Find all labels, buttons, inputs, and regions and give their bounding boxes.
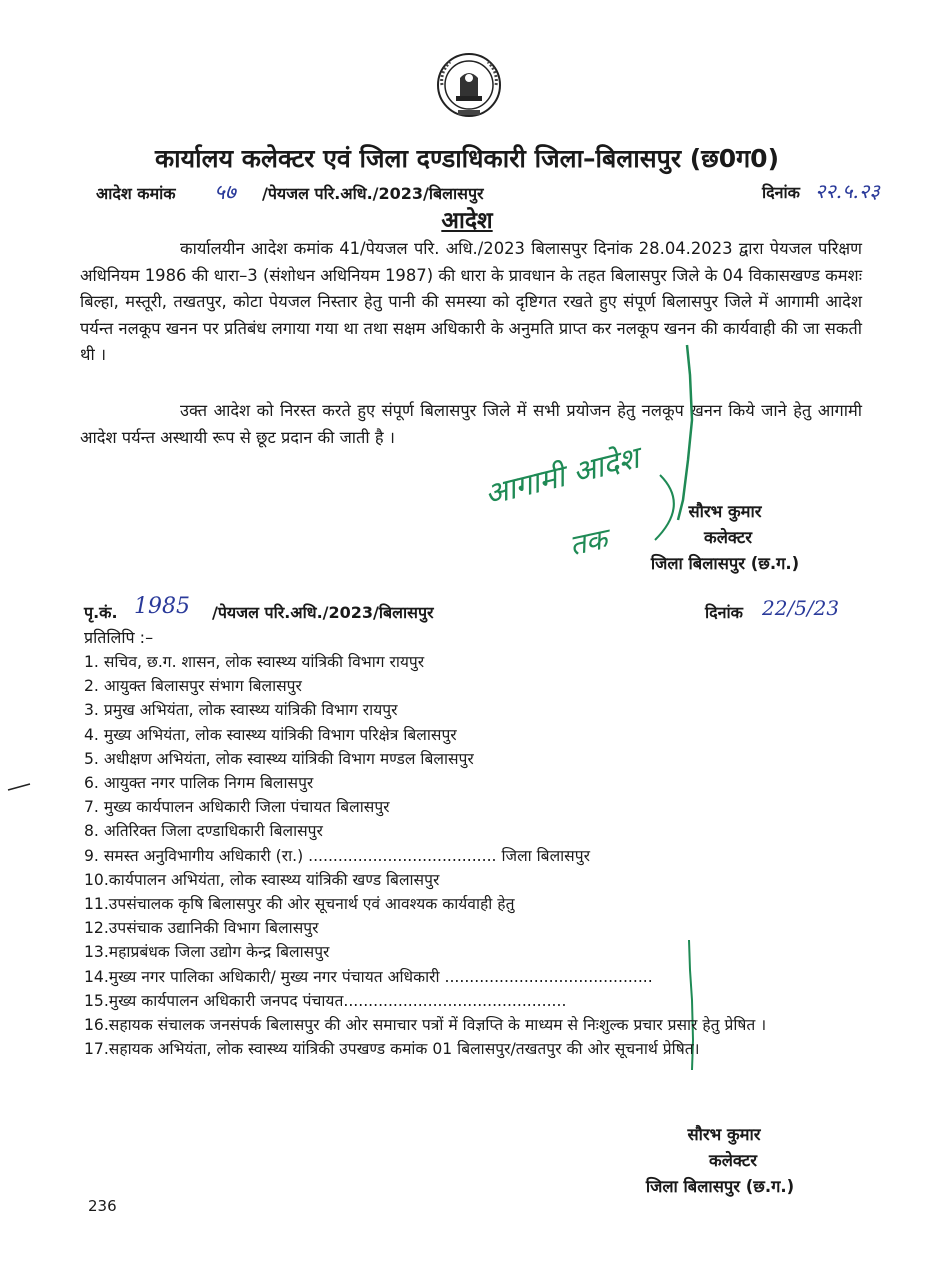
list-item: 7. मुख्य कार्यपालन अधिकारी जिला पंचायत बिलासपुर xyxy=(84,798,390,817)
list-item: 6. आयुक्त नगर पालिक निगम बिलासपुर xyxy=(84,774,314,793)
order-paragraph-1: कार्यालयीन आदेश कमांक 41/पेयजल परि. अधि./2023 बिलासपुर दिनांक 28.04.2023 द्वारा पेयजल परिक्षण अधिनियम 1986 की धारा–3 (संशोधन अधिनियम 1987) की धारा के प्रावधान के तहत बिलासपुर जिले के 04 विकासखण्ड कमशः बिल्हा, मस्तूरी, तखतपुर, कोटा पेयजल निस्तार हेतु पानी की समस्या को दृष्टिगत रखते हुए संपूर्ण बिलासपुर जिले में आगामी आदेश पर्यन्त नलकूप खनन पर प्रतिबंध लगाया गया था तथा सक्षम अधिकारी के अनुमति प्राप्त कर नलकूप खनन की कार्यवाही की जा सकती थी । xyxy=(80,239,862,364)
signatory-place: जिला बिलासपुर (छ.ग.) xyxy=(650,554,800,573)
signatory-name: सौरभ कुमार xyxy=(687,1125,761,1144)
order-date-label: दिनांक xyxy=(762,183,800,202)
order-heading: आदेश xyxy=(441,208,493,234)
signatory-designation: कलेक्टर xyxy=(709,1151,757,1170)
handwritten-note-line2: तक xyxy=(566,522,611,563)
signatory-name: सौरभ कुमार xyxy=(688,502,762,521)
list-item: 16.सहायक संचालक जनसंपर्क बिलासपुर की ओर समाचार पत्रों में विज्ञप्ति के माध्यम से निःशुल्क प्रचार प्रसार हेतु प्रेषित । xyxy=(84,1016,767,1035)
order-paragraph-2: उक्त आदेश को निरस्त करते हुए संपूर्ण बिलासपुर जिले में सभी प्रयोजन हेतु नलकूप खनन किये जाने हेतु आगामी आदेश पर्यन्त अस्थायी रूप से छूट प्रदान की जाती है । xyxy=(80,401,862,447)
order-reference: /पेयजल परि.अधि./2023/बिलासपुर xyxy=(262,184,484,203)
endorsement-number-handwritten: 1985 xyxy=(134,594,190,619)
list-item: 11.उपसंचालक कृषि बिलासपुर की ओर सूचनार्थ एवं आवश्यक कार्यवाही हेतु xyxy=(84,895,515,914)
copy-to-label: प्रतिलिपि :– xyxy=(84,628,154,647)
endorsement-ref-label: पृ.कं. xyxy=(84,603,118,622)
state-emblem xyxy=(436,52,502,122)
handwritten-note-line1: आगामी आदेश xyxy=(481,440,643,513)
office-title: कार्यालय कलेक्टर एवं जिला दण्डाधिकारी जिला–बिलासपुर (छ0ग0) xyxy=(154,144,779,173)
page-number: 236 xyxy=(88,1197,117,1215)
list-item: 8. अतिरिक्त जिला दण्डाधिकारी बिलासपुर xyxy=(84,822,323,841)
list-item: 4. मुख्य अभियंता, लोक स्वास्थ्य यांत्रिकी विभाग परिक्षेत्र बिलासपुर xyxy=(84,725,457,744)
list-item: 2. आयुक्त बिलासपुर संभाग बिलासपुर xyxy=(84,677,302,696)
endorsement-date-label: दिनांक xyxy=(705,603,743,622)
list-item: 17.सहायक अभियंता, लोक स्वास्थ्य यांत्रिकी उपखण्ड कमांक 01 बिलासपुर/तखतपुर की ओर सूचनार्थ प्रेषित। xyxy=(84,1040,700,1059)
signature-block-2 xyxy=(590,1122,840,1200)
list-item: 12.उपसंचाक उद्यानिकी विभाग बिलासपुर xyxy=(84,919,319,938)
order-label: आदेश कमांक xyxy=(96,184,176,203)
copy-list xyxy=(84,650,864,1061)
endorsement-reference: /पेयजल परि.अधि./2023/बिलासपुर xyxy=(212,603,434,622)
list-item: 1. सचिव, छ.ग. शासन, लोक स्वास्थ्य यांत्रिकी विभाग रायपुर xyxy=(84,653,425,671)
list-item: 13.महाप्रबंधक जिला उद्योग केन्द्र बिलासपुर xyxy=(84,943,330,962)
list-item: 3. प्रमुख अभियंता, लोक स्वास्थ्य यांत्रिकी विभाग रायपुर xyxy=(84,701,398,720)
list-item: 14.मुख्य नगर पालिका अधिकारी/ मुख्य नगर पंचायत अधिकारी .......................................... xyxy=(84,967,653,986)
list-item: 15.मुख्य कार्यपालन अधिकारी जनपद पंचायत............................................. xyxy=(84,991,567,1010)
signature-block-1 xyxy=(585,499,835,577)
signatory-designation: कलेक्टर xyxy=(704,528,752,547)
endorsement-date-handwritten: 22/5/23 xyxy=(762,596,840,620)
list-item: 5. अधीक्षण अभियंता, लोक स्वास्थ्य यांत्रिकी विभाग मण्डल बिलासपुर xyxy=(84,749,474,768)
signatory-place: जिला बिलासपुर (छ.ग.) xyxy=(645,1177,795,1196)
list-item: 9. समस्त अनुविभागीय अधिकारी (रा.) ...................................... जिला बिलासपुर xyxy=(84,846,590,865)
order-date-handwritten: २२.५.२३ xyxy=(815,179,880,203)
order-number-handwritten: ५७ xyxy=(214,180,236,204)
list-item: 10.कार्यपालन अभियंता, लोक स्वास्थ्य यांत्रिकी खण्ड बिलासपुर xyxy=(84,870,440,889)
